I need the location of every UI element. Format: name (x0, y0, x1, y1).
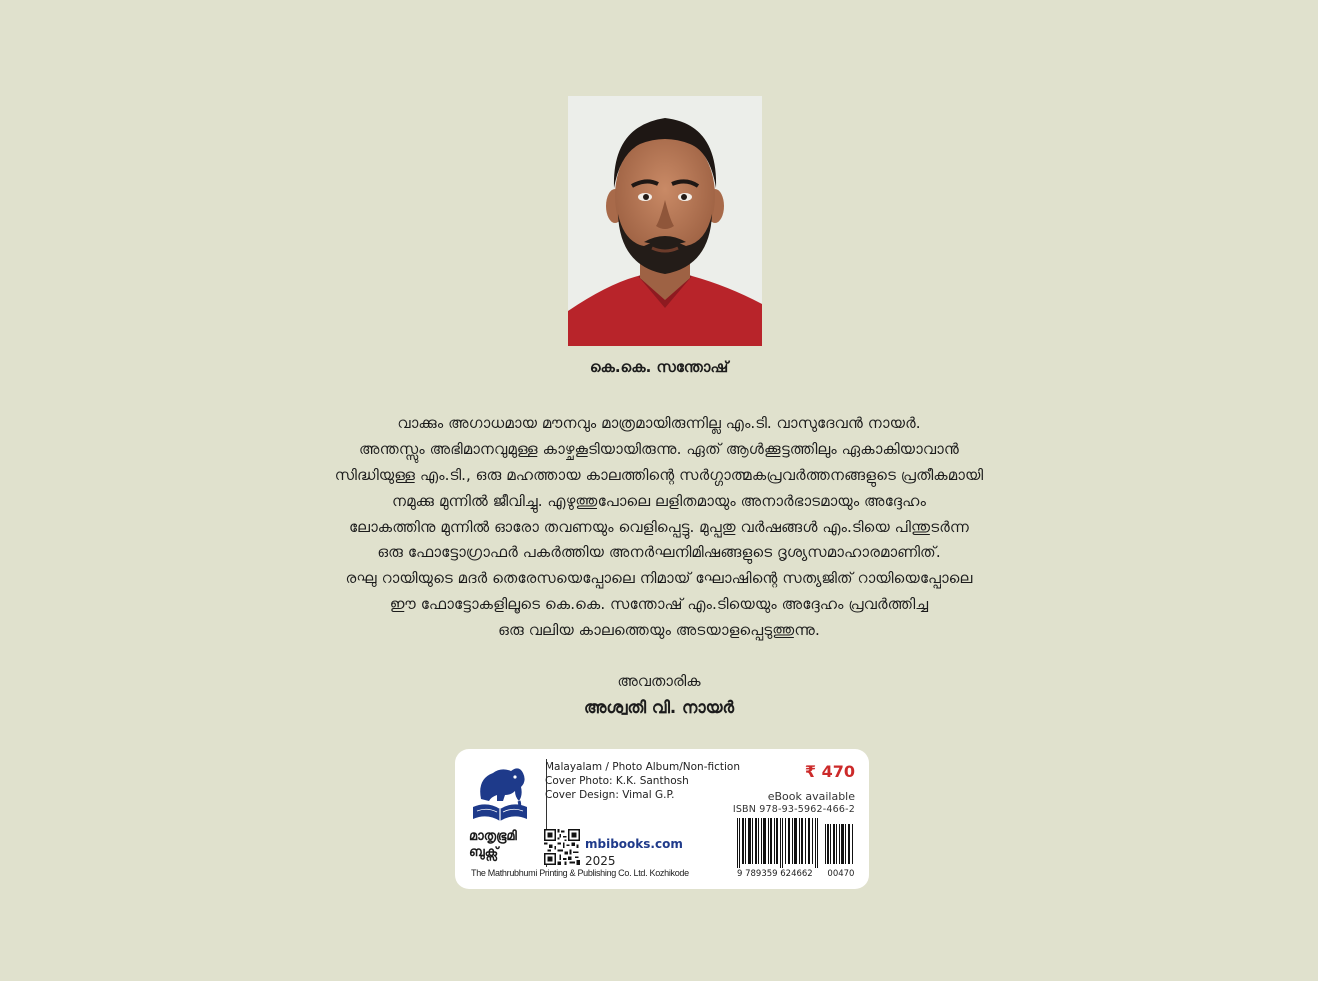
logo-text-line: ബുക്സ് (469, 845, 499, 860)
blurb-line: അന്തസ്സും അഭിമാനവുമുള്ള കാഴ്ചകൂടിയായിരുന്നു. ഏത് ആൾക്കൂട്ടത്തിലും ഏകാകിയാവാൻ (359, 439, 959, 458)
blurb-line: ലോകത്തിനു മുന്നിൽ ഓരോ തവണയും വെളിപ്പെട്ടു. മുപ്പതു വർഷങ്ങൾ എം.ടിയെ പിന്തുടർന്ന (349, 517, 969, 536)
barcode-digits-main: 9 789359 624662 (737, 869, 813, 879)
blurb-line: രഘു റായിയുടെ മദർ തെരേസയെപ്പോലെ നിമായ് ഘോഷിന്റെ സത്യജിത് റായിയെപ്പോലെ (345, 569, 973, 588)
ebook-availability: eBook available (767, 790, 855, 803)
introduction-author: അശ്വതി വി. നായർ (583, 698, 735, 717)
author-name: കെ.കെ. സന്തോഷ് (589, 358, 729, 376)
blurb-line: ഒരു ഫോട്ടോഗ്രാഫർ പകർത്തിയ അനർഘനിമിഷങ്ങളുടെ ദൃശ്യസമാഹാരമാണിത്. (377, 543, 941, 562)
isbn: ISBN 978-93-5962-466-2 (732, 804, 855, 815)
blurb-line: ഈ ഫോട്ടോകളിലൂടെ കെ.കെ. സന്തോഷ് എം.ടിയെയും അദ്ദേഹം പ്രവർത്തിച്ച (389, 595, 929, 614)
qr-code-icon[interactable] (544, 829, 580, 865)
price: ₹ 470 (804, 762, 855, 781)
barcode-digits (737, 869, 854, 879)
barcode-digits-addon: 00470 (827, 869, 855, 879)
author-photo (568, 96, 762, 346)
category-text: Malayalam / Photo Album/Non-fiction (545, 761, 740, 773)
publication-year: 2025 (585, 854, 616, 868)
website-link[interactable]: mbibooks.com (585, 837, 683, 851)
blurb-line: സിദ്ധിയുള്ള എം.ടി., ഒരു മഹത്തായ കാലത്തിന്റെ സർഗ്ഗാത്മകപ്രവർത്തനങ്ങളുടെ പ്രതീകമായി (334, 465, 984, 484)
blurb-line: നമുക്കു മുന്നിൽ ജീവിച്ചു. എഴുത്തുപോലെ ലളിതമായും അനാർഭാടമായും അദ്ദേഹം (392, 491, 926, 510)
blurb-line: വാക്കും അഗാധമായ മൗനവും മാത്രമായിരുന്നില്ല എം.ടി. വാസുദേവൻ നായർ. (397, 414, 921, 432)
introduction-label: അവതാരിക (617, 672, 701, 690)
logo-text-line: മാതൃഭൂമി (469, 829, 517, 844)
publisher-name: The Mathrubhumi Printing & Publishing Co. Ltd. Kozhikode (471, 868, 689, 878)
cover-design-credit: Cover Design: Vimal G.P. (545, 789, 675, 801)
blurb (270, 411, 1048, 644)
elephant-book-logo-icon (471, 761, 529, 825)
book-info-card (455, 749, 869, 889)
blurb-line: ഒരു വലിയ കാലത്തെയും അടയാളപ്പെടുത്തുന്നു. (498, 621, 820, 640)
cover-photo-credit: Cover Photo: K.K. Santhosh (545, 775, 689, 787)
barcode (737, 818, 855, 868)
logo-wordmark (469, 829, 539, 861)
book-meta (545, 760, 740, 802)
